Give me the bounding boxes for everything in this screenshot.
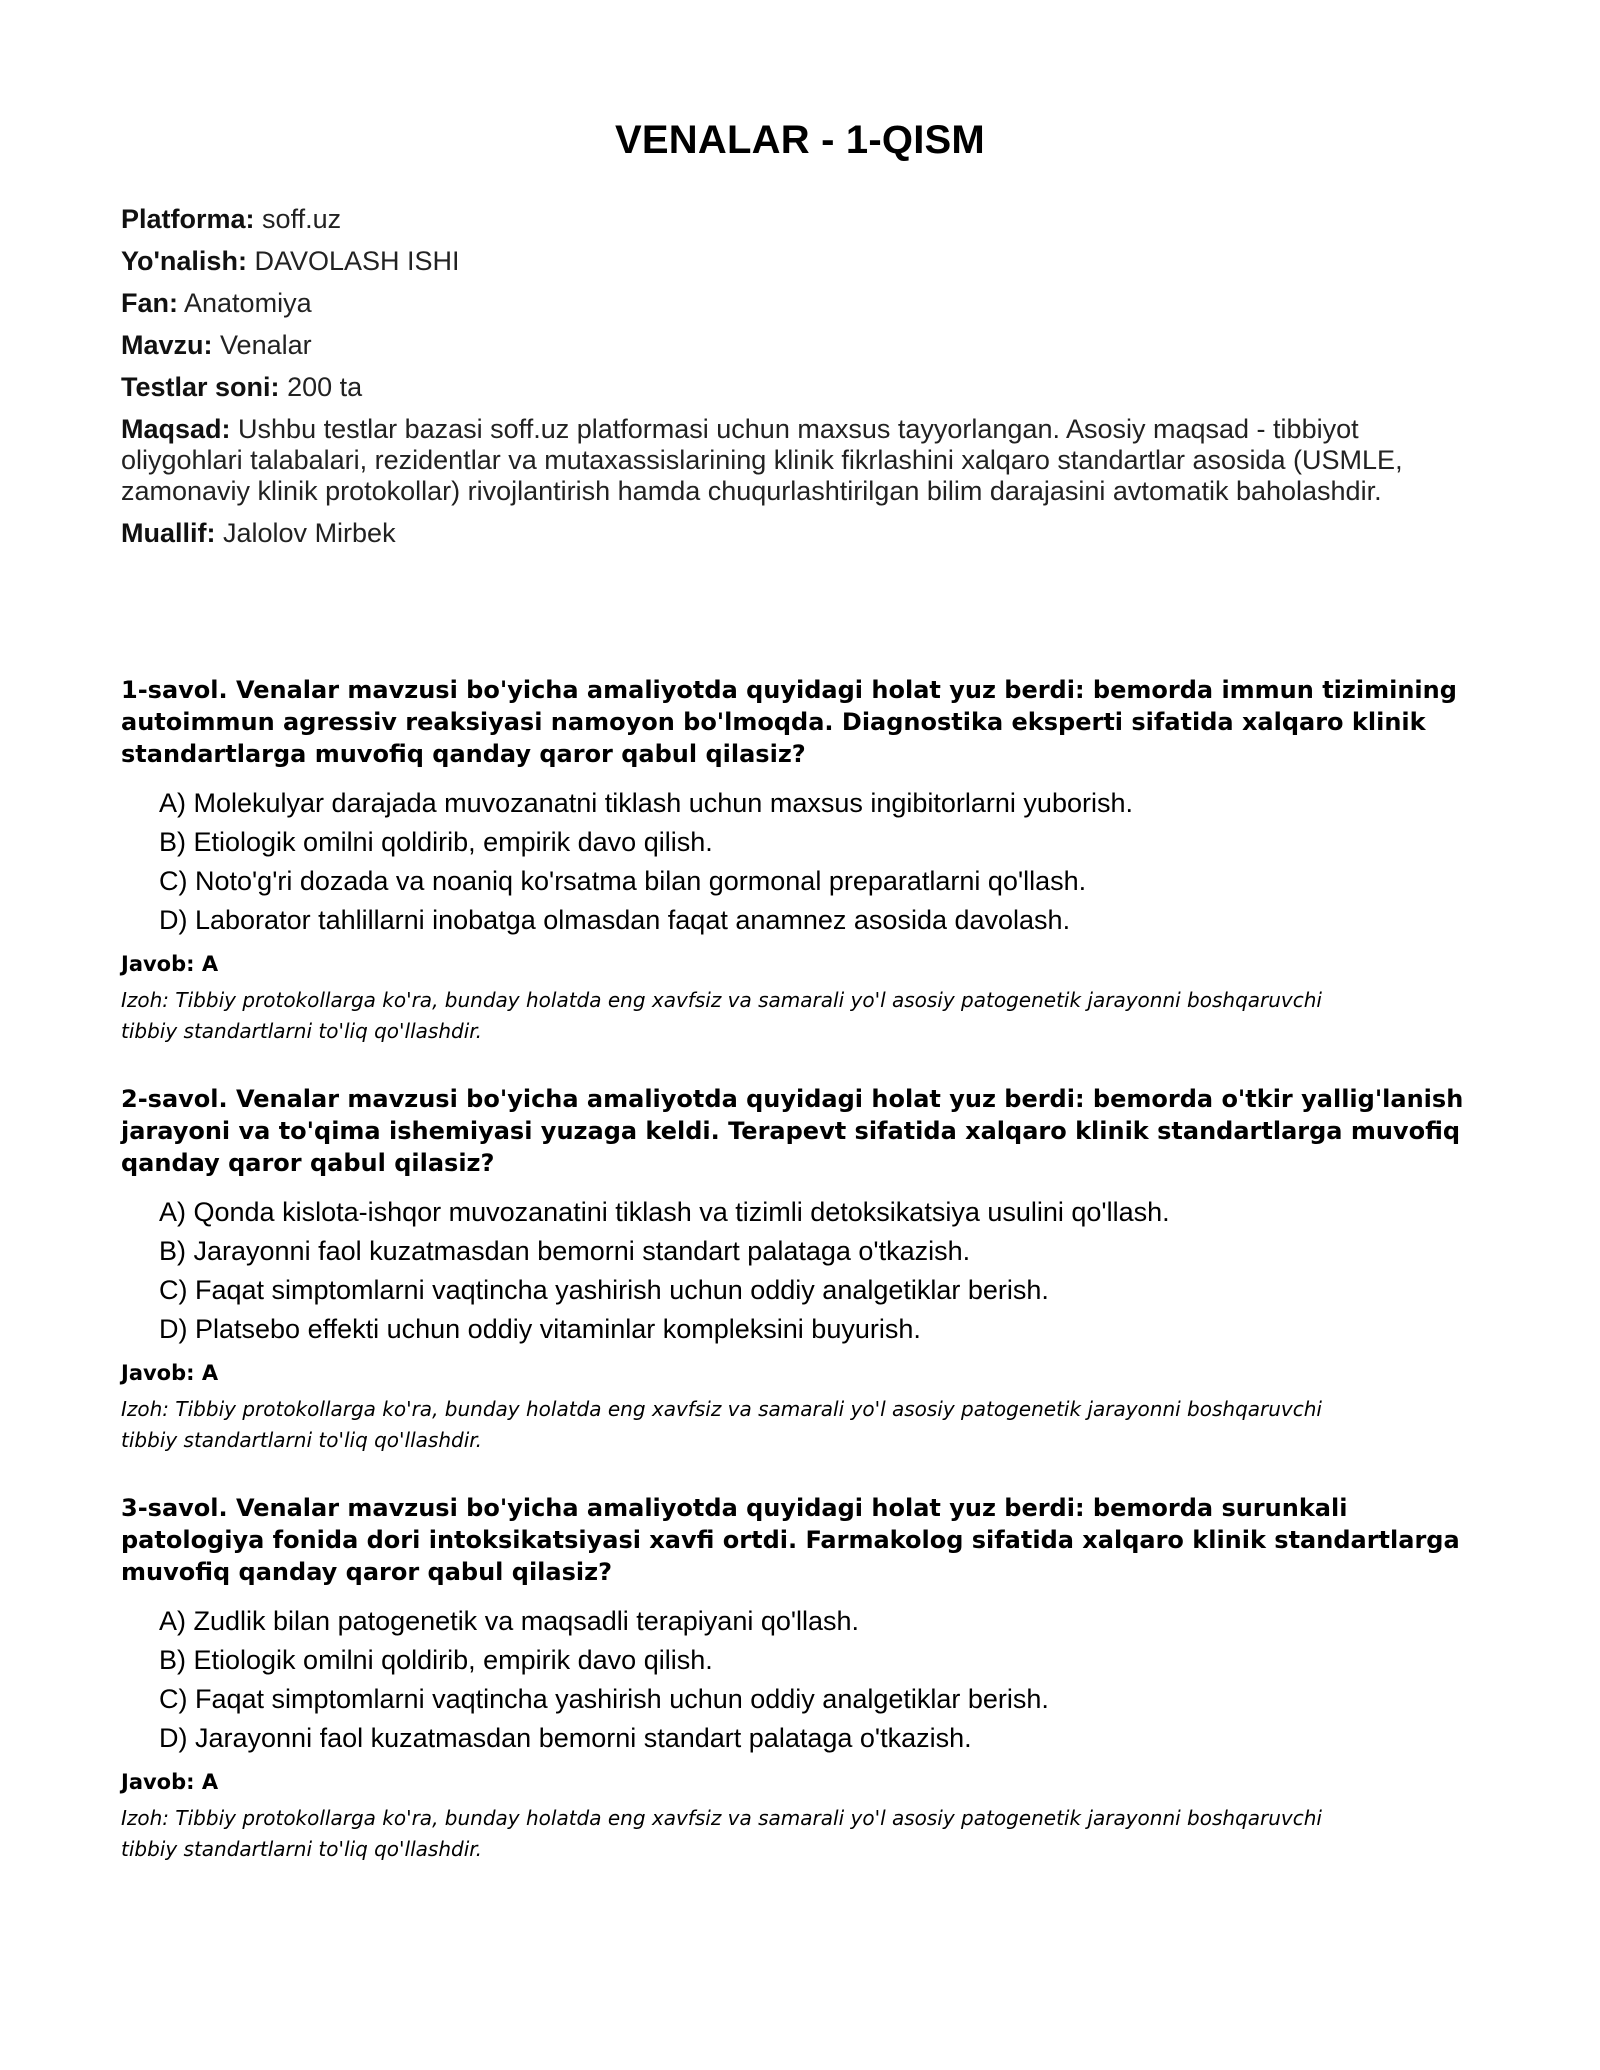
question-text: 1-savol. Venalar mavzusi bo'yicha amaliyotda quyidagi holat yuz berdi: bemorda immun tizimining autoimmun agressiv reaksiyasi namoyon bo'lmoqda. Diagnostika eksperti sifatida xalqaro klinik standartlarga muvofiq qanday qaror qabul qilasiz? (121, 676, 1457, 768)
meta-goal (121, 414, 1451, 507)
option-list (159, 1193, 1481, 1349)
option-d: D) Platsebo effekti uchun oddiy vitaminlar kompleksini buyurish. (159, 1314, 921, 1344)
question-text: 3-savol. Venalar mavzusi bo'yicha amaliyotda quyidagi holat yuz berdi: bemorda surunkali patologiya fonida dori intoksikatsiyasi xavfi ortdi. Farmakolog sifatida xalqaro klinik standartlarga muvofiq qanday qaror qabul qilasiz? (121, 1494, 1460, 1586)
option-b: B) Jarayonni faol kuzatmasdan bemorni standart palataga o'tkazish. (159, 1236, 971, 1266)
explanation-text: Izoh: Tibbiy protokollarga ko'ra, bunday holatda eng xavfsiz va samarali yo'l asosiy patogenetik jarayonni boshqaruvchi tibbiy standartlarni to'liq qo'llashdir. (121, 1397, 1322, 1452)
question-block-1 (121, 674, 1481, 1083)
option-a: A) Zudlik bilan patogenetik va maqsadli terapiyani qo'llash. (159, 1606, 860, 1636)
meta-test-count-label: Testlar soni: (121, 372, 280, 402)
answer-value: A (201, 952, 219, 976)
option-b: B) Etiologik omilni qoldirib, empirik davo qilish. (159, 827, 713, 857)
question-block-3 (121, 1492, 1481, 1901)
option-c: C) Faqat simptomlarni vaqtincha yashirish uchun oddiy analgetiklar berish. (159, 1684, 1049, 1714)
option-c: C) Faqat simptomlarni vaqtincha yashirish uchun oddiy analgetiklar berish. (159, 1275, 1049, 1305)
meta-topic-value: Venalar (220, 330, 312, 360)
answer-value: A (201, 1770, 219, 1794)
document-meta (121, 204, 1481, 560)
meta-platform-value: soff.uz (262, 204, 342, 234)
option-c: C) Noto'g'ri dozada va noaniq ko'rsatma bilan gormonal preparatlarni qo'llash. (159, 866, 1087, 896)
meta-platform-label: Platforma: (121, 204, 255, 234)
answer-line (121, 1768, 1481, 1797)
meta-direction (121, 246, 1481, 277)
question-block-2 (121, 1083, 1481, 1492)
explanation-text: Izoh: Tibbiy protokollarga ko'ra, bunday holatda eng xavfsiz va samarali yo'l asosiy patogenetik jarayonni boshqaruvchi tibbiy standartlarni to'liq qo'llashdir. (121, 1806, 1322, 1861)
meta-test-count-value: 200 ta (287, 372, 363, 402)
question-list (121, 674, 1481, 1901)
meta-test-count (121, 372, 1481, 403)
option-list (159, 784, 1481, 940)
meta-goal-label: Maqsad: (121, 414, 231, 444)
meta-goal-value: Ushbu testlar bazasi soff.uz platformasi uchun maxsus tayyorlangan. Asosiy maqsad - tibbiyot oliygohlari talabalari, rezidentlar va mutaxassislarining klinik fikrlashini xalqaro standartlar asosida (USMLE, zamonaviy klinik protokollar) rivojlantirish hamda chuqurlashtirilgan bilim darajasini avtomatik baholashdir. (121, 414, 1403, 506)
meta-subject-label: Fan: (121, 288, 178, 318)
option-a: A) Molekulyar darajada muvozanatni tiklash uchun maxsus ingibitorlarni yuborish. (159, 788, 1133, 818)
answer-value: A (201, 1361, 219, 1385)
answer-label: Javob: (121, 1361, 195, 1385)
option-d: D) Jarayonni faol kuzatmasdan bemorni standart palataga o'tkazish. (159, 1723, 972, 1753)
explanation-text: Izoh: Tibbiy protokollarga ko'ra, bunday holatda eng xavfsiz va samarali yo'l asosiy patogenetik jarayonni boshqaruvchi tibbiy standartlarni to'liq qo'llashdir. (121, 988, 1322, 1043)
option-a: A) Qonda kislota-ishqor muvozanatini tiklash va tizimli detoksikatsiya usulini qo'llash. (159, 1197, 1170, 1227)
option-d: D) Laborator tahlillarni inobatga olmasdan faqat anamnez asosida davolash. (159, 905, 1071, 935)
answer-label: Javob: (121, 1770, 195, 1794)
meta-author-label: Muallif: (121, 518, 216, 548)
meta-author-value: Jalolov Mirbek (223, 518, 396, 548)
option-list (159, 1602, 1481, 1758)
meta-topic-label: Mavzu: (121, 330, 213, 360)
meta-author (121, 518, 1481, 549)
meta-direction-label: Yo'nalish: (121, 246, 247, 276)
question-text: 2-savol. Venalar mavzusi bo'yicha amaliyotda quyidagi holat yuz berdi: bemorda o'tkir yallig'lanish jarayoni va to'qima ishemiyasi yuzaga keldi. Terapevt sifatida xalqaro klinik standartlarga muvofiq qanday qaror qabul qilasiz? (121, 1085, 1464, 1177)
answer-line (121, 1359, 1481, 1388)
meta-platform (121, 204, 1481, 235)
meta-subject-value: Anatomiya (184, 288, 312, 318)
meta-topic (121, 330, 1481, 361)
meta-subject (121, 288, 1481, 319)
document-title: VENALAR - 1-QISM (615, 118, 985, 162)
option-b: B) Etiologik omilni qoldirib, empirik davo qilish. (159, 1645, 713, 1675)
meta-direction-value: DAVOLASH ISHI (254, 246, 460, 276)
answer-line (121, 950, 1481, 979)
answer-label: Javob: (121, 952, 195, 976)
